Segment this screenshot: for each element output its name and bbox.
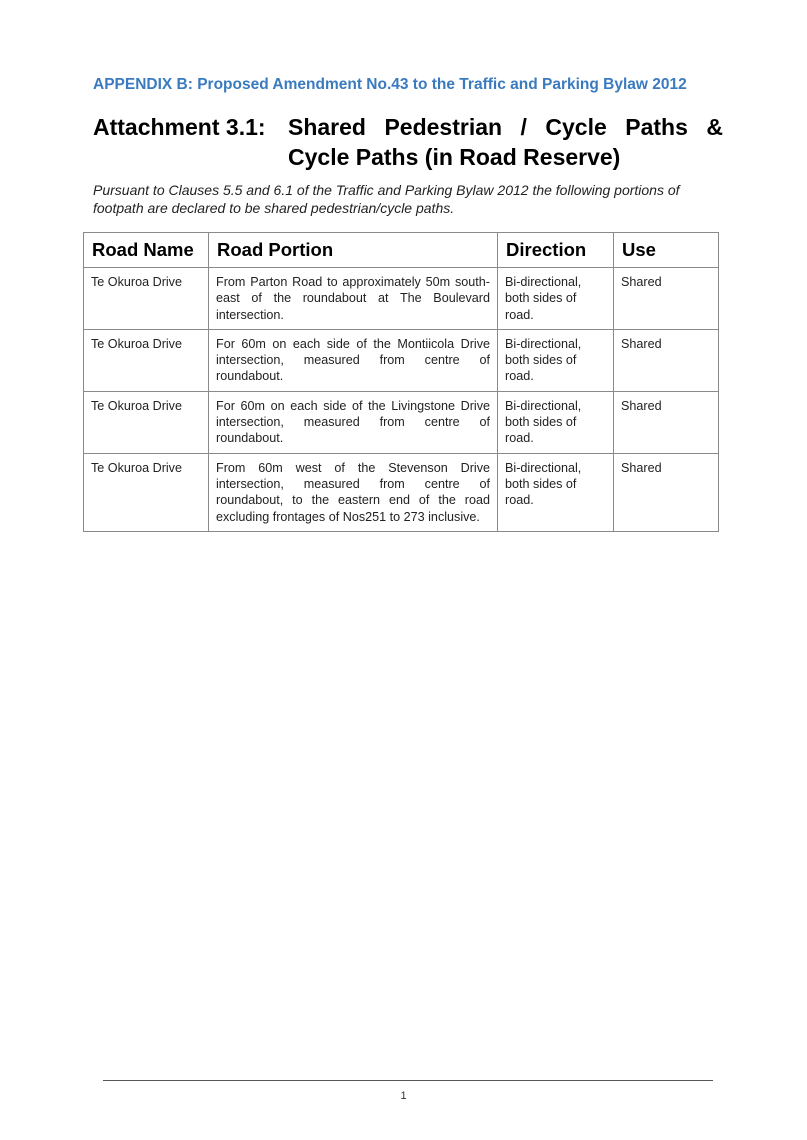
shared-paths-table: [83, 232, 719, 532]
cell-use: Shared: [614, 453, 719, 531]
cell-road-name: Te Okuroa Drive: [84, 329, 209, 391]
header-road-name: Road Name: [84, 233, 209, 268]
cell-direction: Bi-directional, both sides of road.: [498, 391, 614, 453]
attachment-number: Attachment 3.1:: [93, 114, 266, 140]
cell-road-name: Te Okuroa Drive: [84, 268, 209, 330]
cell-road-portion: For 60m on each side of the Livingstone Drive intersection, measured from centre of roundabout.: [209, 391, 498, 453]
cell-use: Shared: [614, 268, 719, 330]
cell-direction: Bi-directional, both sides of road.: [498, 453, 614, 531]
cell-road-name: Te Okuroa Drive: [84, 391, 209, 453]
cell-road-portion: From Parton Road to approximately 50m south-east of the roundabout at The Boulevard intersection.: [209, 268, 498, 330]
cell-use: Shared: [614, 391, 719, 453]
footer-rule: [103, 1080, 713, 1081]
header-use: Use: [614, 233, 719, 268]
cell-use: Shared: [614, 329, 719, 391]
cell-direction: Bi-directional, both sides of road.: [498, 329, 614, 391]
page-number: 1: [400, 1090, 407, 1102]
table-row: [84, 329, 719, 391]
attachment-title: [288, 112, 723, 172]
cell-direction: Bi-directional, both sides of road.: [498, 268, 614, 330]
table-row: [84, 453, 719, 531]
cell-road-portion: For 60m on each side of the Montiicola Drive intersection, measured from centre of roundabout.: [209, 329, 498, 391]
table-row: [84, 391, 719, 453]
table-header-row: [84, 233, 719, 268]
cell-road-portion: From 60m west of the Stevenson Drive intersection, measured from centre of roundabout, to the eastern end of the road excluding frontages of Nos251 to 273 inclusive.: [209, 453, 498, 531]
cell-road-name: Te Okuroa Drive: [84, 453, 209, 531]
attachment-title-line2: Cycle Paths (in Road Reserve): [288, 144, 621, 170]
intro-paragraph: Pursuant to Clauses 5.5 and 6.1 of the Traffic and Parking Bylaw 2012 the following portions of footpath are declared to be shared pedestrian/cycle paths.: [93, 182, 680, 216]
attachment-heading: [93, 112, 723, 172]
table-row: [84, 268, 719, 330]
appendix-heading: APPENDIX B: Proposed Amendment No.43 to the Traffic and Parking Bylaw 2012: [93, 76, 687, 93]
header-direction: Direction: [498, 233, 614, 268]
header-road-portion: Road Portion: [209, 233, 498, 268]
attachment-title-line1: Shared Pedestrian / Cycle Paths &: [288, 114, 723, 140]
